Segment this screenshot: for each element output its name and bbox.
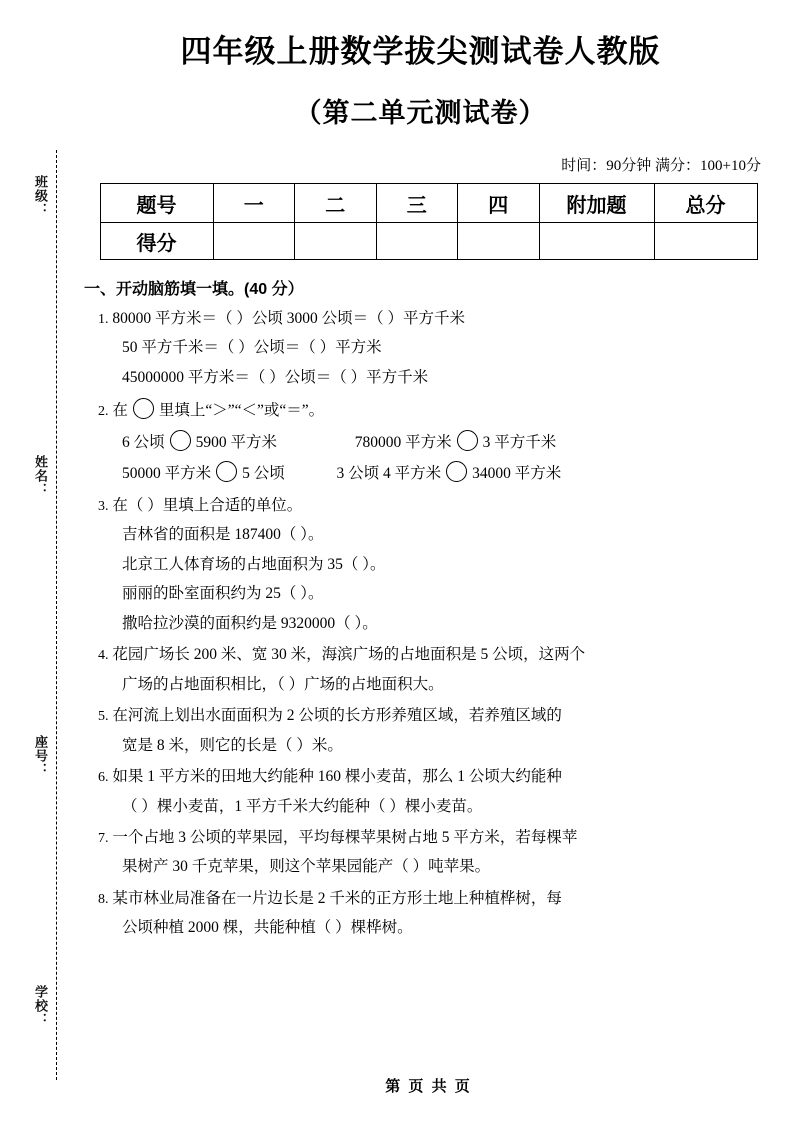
circle-blank-icon[interactable] [216, 461, 237, 482]
binding-margin [0, 0, 64, 1122]
circle-blank-icon[interactable] [457, 430, 478, 451]
score-table-header-cell: 一 [213, 184, 295, 223]
question-number: 3. [98, 498, 109, 514]
score-table-header-row [100, 184, 757, 223]
page-footer: 第 页 共 页 [385, 1078, 472, 1095]
question-number: 8. [98, 891, 109, 907]
question-text: 某市林业局准备在一片边长是 2 千米的正方形土地上种植桦树，每 [112, 889, 562, 907]
compare-right: 34000 平方米 [472, 465, 562, 483]
exam-page [64, 0, 793, 1122]
question-line: 果树产 30 千克苹果，则这个苹果园能产（ ）吨苹果。 [122, 858, 491, 876]
circle-blank-icon[interactable] [170, 430, 191, 451]
margin-label-class: 班级： [33, 175, 48, 217]
question-line: 广场的占地面积相比，（ ）广场的占地面积大。 [122, 675, 444, 693]
question-number: 2. [98, 404, 109, 420]
circle-blank-icon[interactable] [133, 398, 154, 419]
question-item [98, 705, 793, 727]
question-text: 花园广场长 200 米、宽 30 米，海滨广场的占地面积是 5 公顷，这两个 [112, 646, 586, 664]
score-table-header-cell: 附加题 [539, 184, 654, 223]
score-cell[interactable] [376, 223, 458, 260]
margin-label-name: 姓名： [33, 455, 48, 497]
question-item [98, 888, 793, 910]
question-number: 5. [98, 709, 109, 725]
question-text: 一个占地 3 公顷的苹果园，平均每棵苹果树占地 5 平方米，若每棵苹 [112, 828, 578, 846]
compare-left: 3 公顷 4 平方米 [336, 465, 442, 483]
question-item [98, 644, 793, 666]
question-line: 宽是 8 米，则它的长是（ ）米。 [122, 736, 343, 754]
compare-left: 50000 平方米 [122, 465, 212, 483]
question-line [122, 430, 793, 454]
question-item [98, 827, 793, 849]
score-table-header-cell: 四 [458, 184, 540, 223]
score-cell[interactable] [295, 223, 377, 260]
question-item [98, 308, 793, 330]
question-line: 丽丽的卧室面积约为 25（ ）。 [122, 585, 324, 603]
question-line: 撒哈拉沙漠的面积约是 9320000（ ）。 [122, 614, 378, 632]
score-table-header-cell: 三 [376, 184, 458, 223]
compare-left: 780000 平方米 [354, 433, 452, 451]
question-item [98, 398, 793, 422]
score-cell[interactable] [458, 223, 540, 260]
page-subtitle: （第二单元测试卷） [294, 98, 547, 128]
margin-label-seat: 座号： [33, 735, 48, 777]
page-title: 四年级上册数学拔尖测试卷人教版 [180, 34, 661, 69]
section-heading: 一、开动脑筋填一填。(40 分） [84, 281, 304, 298]
circle-blank-icon[interactable] [446, 461, 467, 482]
question-line: 公顷种植 2000 棵，共能种植（ ）棵桦树。 [122, 919, 413, 937]
question-text: 80000 平方米＝（ ）公顷 3000 公顷＝（ ）平方千米 [112, 310, 466, 327]
question-number: 1. [98, 312, 109, 327]
score-table-header-cell: 总分 [654, 184, 757, 223]
question-text: 在（ ）里填上合适的单位。 [112, 496, 303, 514]
fold-dashed-line [56, 150, 57, 1080]
compare-right: 3 平方千米 [482, 433, 557, 451]
question-line: （ ）棵小麦苗，1 平方千米大约能种（ ）棵小麦苗。 [122, 797, 483, 815]
question-line: 50 平方千米＝（ ）公顷＝（ ）平方米 [122, 339, 382, 357]
question-text: 在 里填上“＞”“＜”或“＝”。 [112, 402, 324, 419]
question-line: 吉林省的面积是 187400（ ）。 [122, 526, 324, 544]
score-table-header-cell: 二 [295, 184, 377, 223]
score-row-label: 得分 [100, 223, 213, 260]
question-item [98, 766, 793, 788]
score-table-header-cell: 题号 [100, 184, 213, 223]
question-item [98, 495, 793, 517]
question-line: 北京工人体育场的占地面积为 35（ ）。 [122, 555, 386, 573]
compare-right: 5 公顷 [242, 465, 285, 483]
question-line: 45000000 平方米＝（ ）公顷＝（ ）平方千米 [122, 368, 429, 386]
compare-right: 5900 平方米 [195, 433, 278, 451]
question-number: 6. [98, 770, 109, 786]
question-number: 4. [98, 648, 109, 664]
margin-label-school: 学校： [33, 985, 48, 1027]
score-cell[interactable] [539, 223, 654, 260]
question-number: 7. [98, 830, 109, 846]
score-cell[interactable] [213, 223, 295, 260]
time-and-score-note: 时间：90分钟 满分：100+10分 [561, 158, 761, 174]
score-table [100, 183, 758, 260]
score-cell[interactable] [654, 223, 757, 260]
score-table-value-row [100, 223, 757, 260]
question-text: 在河流上划出水面面积为 2 公顷的长方形养殖区域，若养殖区域的 [112, 707, 562, 725]
question-line [122, 461, 793, 485]
question-text: 如果 1 平方米的田地大约能种 160 棵小麦苗，那么 1 公顷大约能种 [112, 768, 562, 786]
compare-left: 6 公顷 [122, 433, 165, 451]
